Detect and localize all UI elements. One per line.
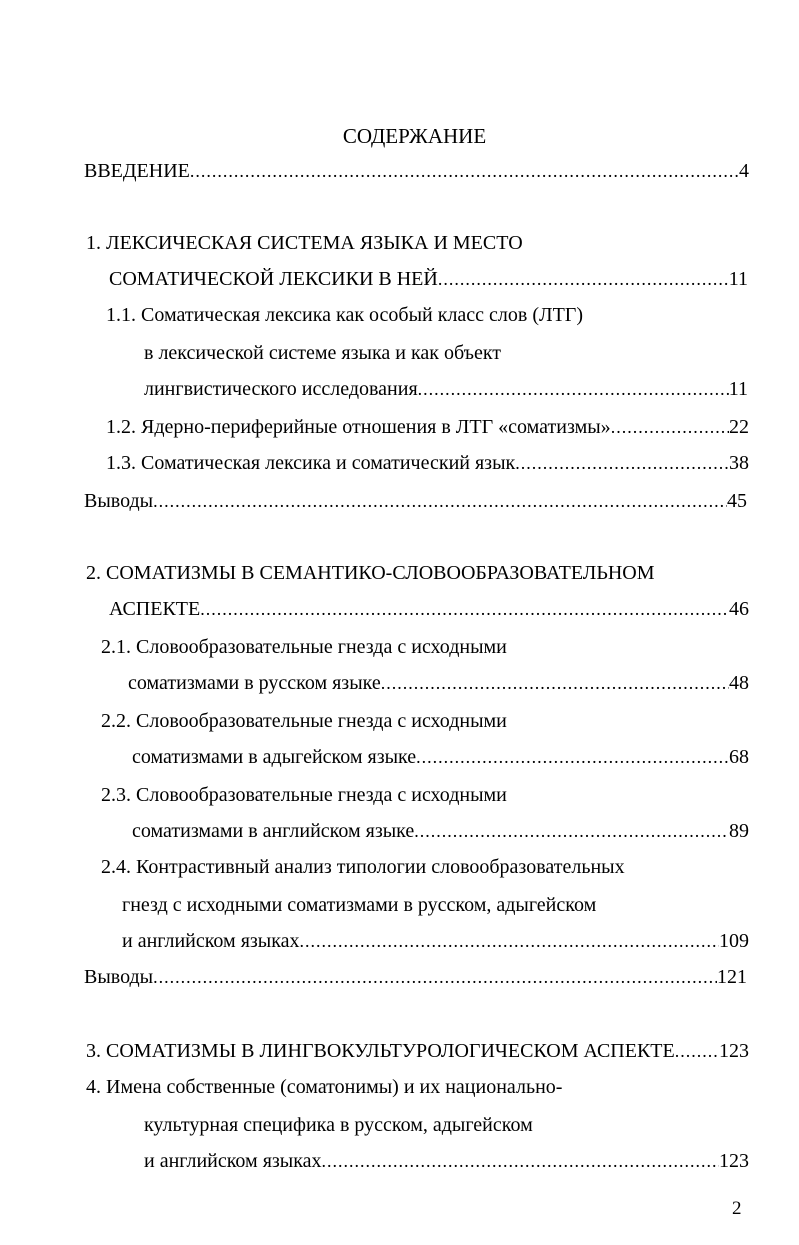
toc-section-2-1-line2 — [128, 670, 749, 696]
toc-title: СОДЕРЖАНИЕ — [342, 124, 487, 148]
toc-chapter-2-line1 — [86, 560, 766, 586]
toc-section-2-4-line2 — [122, 892, 742, 918]
toc-entry-text: 4. Имена собственные (соматонимы) и их национально- — [86, 1076, 563, 1098]
toc-entry-text: СОМАТИЧЕСКОЙ ЛЕКСИКИ В НЕЙ — [109, 268, 438, 290]
toc-entry-text: Выводы — [84, 490, 154, 512]
toc-entry-page: 46 — [729, 598, 749, 620]
toc-entry-text: 1. ЛЕКСИЧЕСКАЯ СИСТЕМА ЯЗЫКА И МЕСТО — [86, 232, 523, 254]
leader-dots — [438, 266, 729, 292]
toc-entry-page: 45 — [727, 490, 747, 512]
toc-entry-page: 11 — [728, 268, 748, 290]
toc-entry-text: соматизмами в русском языке — [128, 672, 381, 694]
toc-chapter-2-line2 — [109, 596, 749, 622]
toc-section-1-1-line1 — [106, 302, 746, 328]
leader-dots — [675, 1038, 719, 1064]
toc-entry-text: Выводы — [84, 966, 154, 988]
toc-chapter-4-line3 — [144, 1148, 749, 1174]
toc-section-2-2-line1 — [101, 708, 741, 734]
toc-entry-text: культурная специфика в русском, адыгейском — [144, 1114, 533, 1136]
toc-section-1-3 — [106, 450, 749, 476]
leader-dots — [414, 818, 729, 844]
toc-section-1-1-line3 — [144, 376, 748, 402]
toc-entry-text: и английском языках — [122, 930, 300, 952]
toc-entry-page: 22 — [729, 416, 749, 438]
toc-entry-text: соматизмами в английском языке — [132, 820, 415, 842]
toc-section-2-2-line2 — [132, 744, 749, 770]
toc-entry-intro — [84, 158, 749, 184]
toc-entry-page: 68 — [729, 746, 749, 768]
toc-entry-text: АСПЕКТЕ — [109, 598, 201, 620]
toc-entry-page: 109 — [719, 930, 749, 952]
toc-entry-text: в лексической системе языка и как объект — [144, 342, 502, 364]
leader-dots — [153, 964, 717, 990]
toc-chapter-4-line1 — [86, 1074, 746, 1100]
toc-section-2-4-line3 — [122, 928, 749, 954]
toc-entry-text: и английском языках — [144, 1150, 322, 1172]
toc-section-2-4-line1 — [101, 854, 751, 880]
toc-entry-page: 48 — [729, 672, 749, 694]
toc-section-1-1-line2 — [144, 340, 744, 366]
leader-dots — [300, 928, 719, 954]
leader-dots — [322, 1148, 719, 1174]
page-number: 2 — [732, 1198, 742, 1219]
toc-section-2-1-line1 — [101, 634, 741, 660]
leader-dots — [418, 376, 729, 402]
toc-entry-text: 2.4. Контрастивный анализ типологии словообразовательных — [101, 856, 625, 878]
toc-section-2-3-line1 — [101, 782, 741, 808]
toc-entry-text: 3. СОМАТИЗМЫ В ЛИНГВОКУЛЬТУРОЛОГИЧЕСКОМ АСПЕКТЕ — [86, 1040, 675, 1062]
toc-chapter-1-line1 — [86, 230, 746, 256]
leader-dots — [611, 414, 729, 440]
toc-entry-text: 2.1. Словообразовательные гнезда с исходными — [101, 636, 507, 658]
toc-chapter-1-line2 — [109, 266, 748, 292]
toc-entry-page: 38 — [729, 452, 749, 474]
leader-dots — [153, 488, 727, 514]
toc-entry-text: 2.3. Словообразовательные гнезда с исходными — [101, 784, 507, 806]
toc-conclusions-2 — [84, 964, 747, 990]
toc-chapter-3 — [86, 1038, 749, 1064]
toc-entry-text: 2. СОМАТИЗМЫ В СЕМАНТИКО-СЛОВООБРАЗОВАТЕЛЬНОМ — [86, 562, 655, 584]
toc-entry-page: 89 — [729, 820, 749, 842]
leader-dots — [416, 744, 729, 770]
toc-entry-page: 121 — [717, 966, 747, 988]
leader-dots — [190, 158, 739, 184]
toc-section-1-2 — [106, 414, 749, 440]
toc-entry-page: 4 — [739, 160, 749, 182]
toc-chapter-4-line2 — [144, 1112, 744, 1138]
toc-section-2-3-line2 — [132, 818, 749, 844]
toc-entry-page: 123 — [719, 1150, 749, 1172]
toc-entry-page: 123 — [719, 1040, 749, 1062]
leader-dots — [515, 450, 729, 476]
toc-entry-text: 1.2. Ядерно-периферийные отношения в ЛТГ «соматизмы» — [106, 416, 611, 438]
toc-entry-text: ВВЕДЕНИЕ — [84, 160, 190, 182]
toc-entry-text: гнезд с исходными соматизмами в русском, адыгейском — [122, 894, 597, 916]
toc-entry-page: 11 — [728, 378, 748, 400]
toc-conclusions-1 — [84, 488, 747, 514]
toc-entry-text: соматизмами в адыгейском языке — [132, 746, 417, 768]
toc-entry-text: 2.2. Словообразовательные гнезда с исходными — [101, 710, 507, 732]
leader-dots — [381, 670, 729, 696]
toc-entry-text: лингвистического исследования — [144, 378, 418, 400]
toc-entry-text: 1.1. Соматическая лексика как особый класс слов (ЛТГ) — [106, 304, 584, 326]
toc-entry-text: 1.3. Соматическая лексика и соматический язык — [106, 452, 516, 474]
leader-dots — [200, 596, 729, 622]
